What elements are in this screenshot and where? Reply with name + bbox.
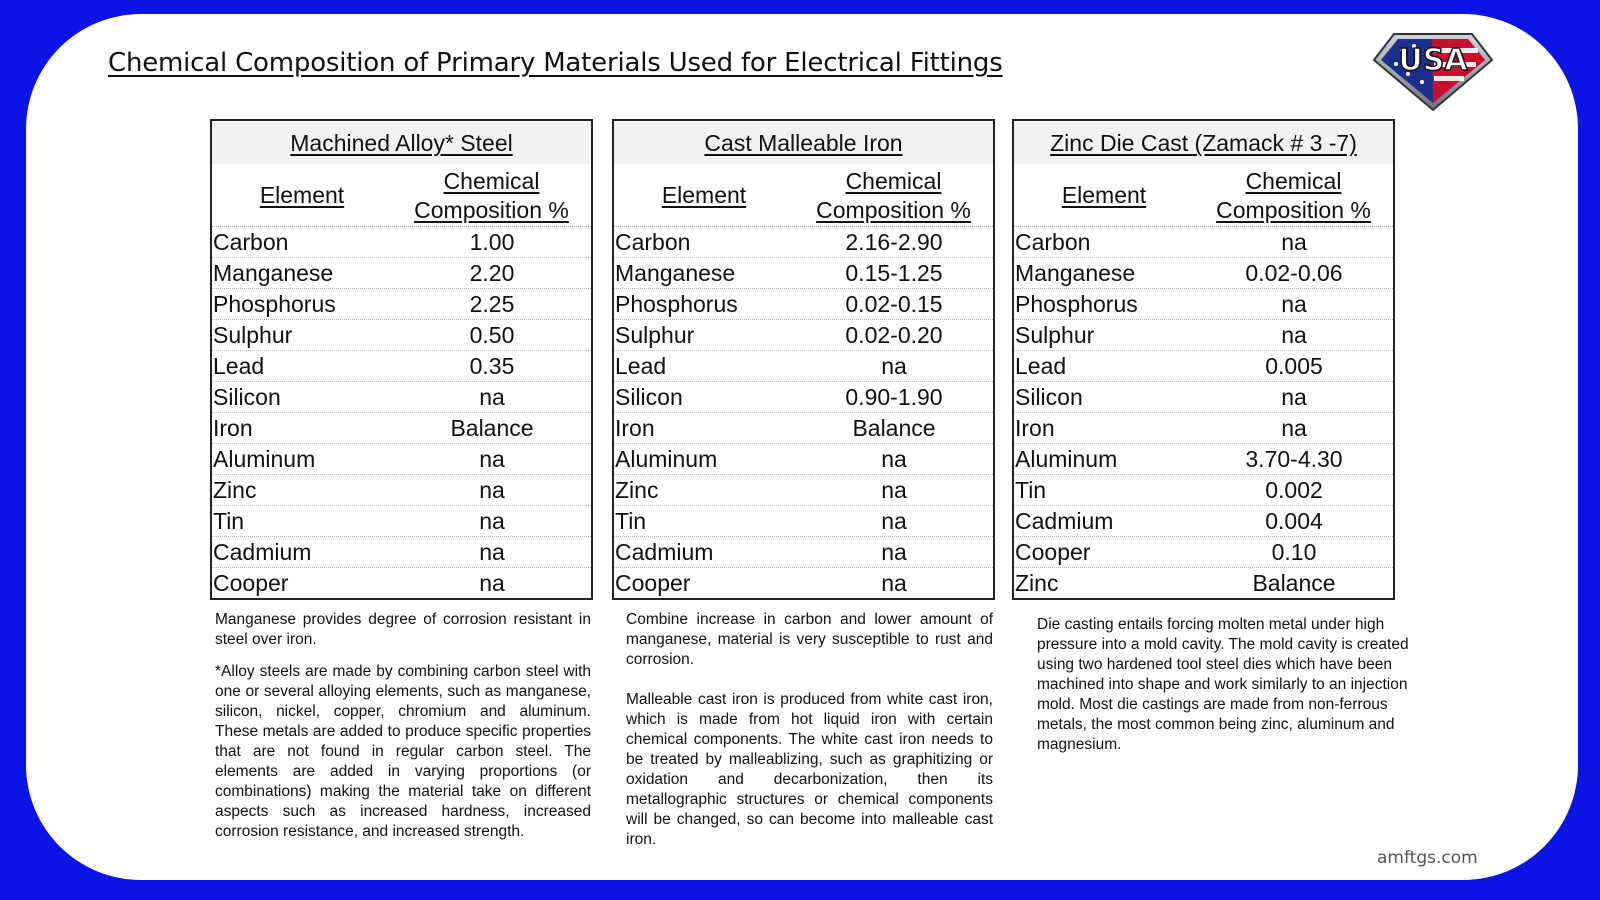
table-row: Sulphur na xyxy=(1014,320,1393,351)
steel-note-2: *Alloy steels are made by combining carbon steel with one or several alloying elements, such as manganese, silicon, nickel, copper, chromium and aluminum. These metals are added to produce specific properties that are not found in regular carbon steel. The elements are added in varying proportions (or combinations) making the material take on different aspects such as increased hardness, increased corrosion resistance, and increased strength. xyxy=(215,663,591,840)
table-row: Carbon na xyxy=(1014,227,1393,258)
usa-shield-logo xyxy=(1372,30,1494,112)
table-row: Cadmium na xyxy=(614,537,993,568)
table-body xyxy=(1014,227,1393,598)
logo-text: USA xyxy=(1398,43,1468,78)
element-header: Element xyxy=(259,182,345,208)
composition-header: Chemical Composition % xyxy=(414,168,569,223)
table-row: Cooper 0.10 xyxy=(1014,537,1393,568)
table-header-row xyxy=(614,164,993,227)
table-row: Iron Balance xyxy=(614,413,993,444)
table-row: Aluminum na xyxy=(614,444,993,475)
steel-notes xyxy=(215,610,591,854)
table-row: Silicon 0.90-1.90 xyxy=(614,382,993,413)
iron-notes xyxy=(626,610,993,862)
page-title: Chemical Composition of Primary Materials Used for Electrical Fittings xyxy=(108,48,1003,78)
table-row: Sulphur 0.02-0.20 xyxy=(614,320,993,351)
element-header: Element xyxy=(661,182,747,208)
table-row: Iron na xyxy=(1014,413,1393,444)
table-row: Zinc Balance xyxy=(1015,570,1336,596)
table-row: Lead 0.35 xyxy=(212,351,591,382)
table-row: Silicon na xyxy=(212,382,591,413)
table-row: Sulphur 0.50 xyxy=(212,320,591,351)
table-row: Tin na xyxy=(614,506,993,537)
table-row: Phosphorus 2.25 xyxy=(212,289,591,320)
table-row: Cooper na xyxy=(213,570,505,596)
table-zinc-die-cast xyxy=(1012,119,1395,600)
element-header: Element xyxy=(1061,182,1147,208)
table-row: Phosphorus 0.02-0.15 xyxy=(614,289,993,320)
iron-note-1: Combine increase in carbon and lower amount of manganese, material is very susceptible to rust and corrosion. xyxy=(626,611,993,668)
table-row: Lead 0.005 xyxy=(1014,351,1393,382)
table-row: Carbon 1.00 xyxy=(212,227,591,258)
table-row: Zinc na xyxy=(614,475,993,506)
table-row: Cooper na xyxy=(615,570,907,596)
table-row: Tin na xyxy=(212,506,591,537)
table-body xyxy=(614,227,993,598)
footer-website: amftgs.com xyxy=(1377,848,1478,868)
table-row: Iron Balance xyxy=(212,413,591,444)
table-row: Zinc na xyxy=(212,475,591,506)
table-header-row xyxy=(212,164,591,227)
usa-shield-icon xyxy=(1372,30,1494,112)
table-machined-alloy-steel xyxy=(210,119,593,600)
table-row: Phosphorus na xyxy=(1014,289,1393,320)
table-row: Silicon na xyxy=(1014,382,1393,413)
table-row: Tin 0.002 xyxy=(1014,475,1393,506)
table-cast-malleable-iron xyxy=(612,119,995,600)
table-body xyxy=(212,227,591,598)
table-row: Lead na xyxy=(614,351,993,382)
composition-header: Chemical Composition % xyxy=(1216,168,1371,223)
table-caption: Machined Alloy* Steel xyxy=(212,121,591,164)
table-header-row xyxy=(1014,164,1393,227)
iron-note-2: Malleable cast iron is produced from white cast iron, which is made from hot liquid iron with certain chemical components. The white cast iron needs to be treated by malleablizing, such as graphitizing or oxidation and decarbonization, then its metallographic structures or chemical components will be changed, so can become into malleable cast iron. xyxy=(626,691,993,848)
composition-header: Chemical Composition % xyxy=(816,168,971,223)
zinc-note-1: Die casting entails forcing molten metal under high pressure into a mold cavity. The mold cavity is created using two hardened tool steel dies which have been machined into shape and work similarly to an injection mold. Most die castings are made from non-ferrous metals, the most common being zinc, aluminum and magnesium. xyxy=(1037,616,1409,753)
steel-note-1: Manganese provides degree of corrosion resistant in steel over iron. xyxy=(215,611,591,648)
table-row: Manganese 2.20 xyxy=(212,258,591,289)
table-caption: Cast Malleable Iron xyxy=(614,121,993,164)
table-row: Aluminum na xyxy=(212,444,591,475)
table-row: Cadmium 0.004 xyxy=(1014,506,1393,537)
table-row: Carbon 2.16-2.90 xyxy=(614,227,993,258)
zinc-notes xyxy=(1037,615,1420,767)
table-caption: Zinc Die Cast (Zamack # 3 -7) xyxy=(1014,121,1393,164)
table-row: Aluminum 3.70-4.30 xyxy=(1014,444,1393,475)
table-row: Cadmium na xyxy=(212,537,591,568)
table-row: Manganese 0.15-1.25 xyxy=(614,258,993,289)
table-row: Manganese 0.02-0.06 xyxy=(1014,258,1393,289)
